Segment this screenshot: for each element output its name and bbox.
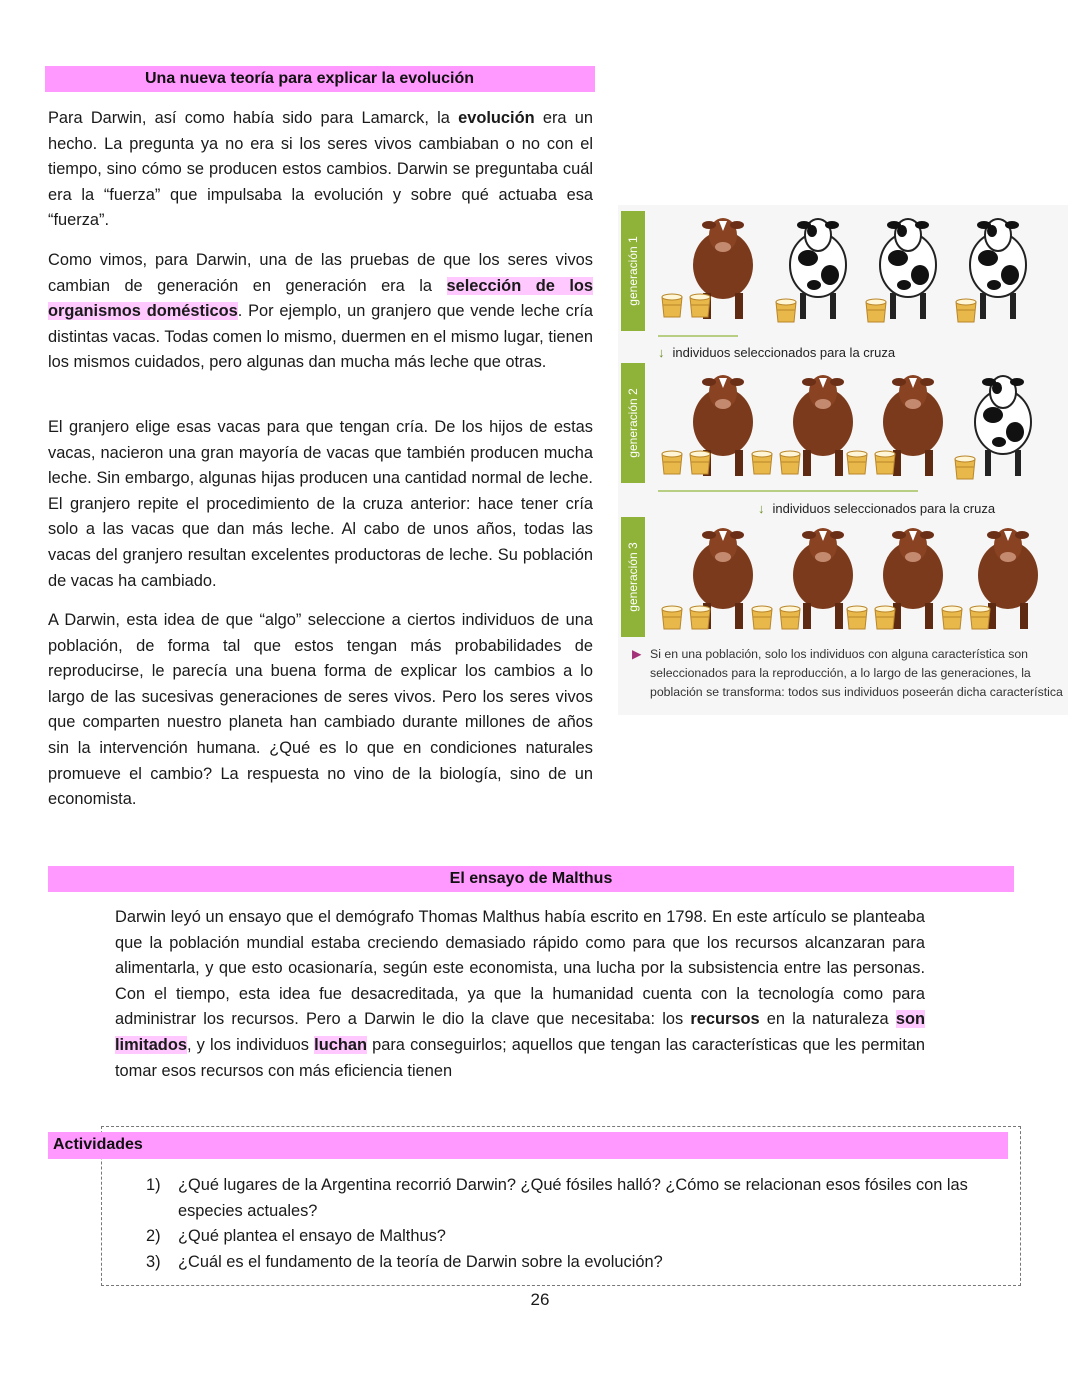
- generation-3-cows: [658, 523, 1068, 643]
- selection-label-1: [658, 345, 895, 360]
- text: en la naturaleza: [759, 1010, 896, 1029]
- generations-figure: [618, 205, 1068, 715]
- paragraph-malthus: [115, 905, 925, 1084]
- text: Para Darwin, así como había sido para Lamarck, la: [48, 109, 459, 127]
- selection-label-2: [758, 501, 995, 516]
- caption-marker-icon: ▶: [632, 647, 642, 661]
- section-title-band: [48, 866, 1014, 892]
- list-item: [146, 1173, 976, 1224]
- milk-bucket: [951, 298, 981, 326]
- section-title-band: [45, 66, 595, 92]
- item-number: 2): [146, 1227, 161, 1245]
- milk-bucket: [861, 298, 891, 326]
- section-title: Una nueva teoría para explicar la evolución: [145, 70, 475, 87]
- item-number: 1): [146, 1176, 161, 1194]
- text: . Por ejemplo, un granjero que vende leche cría distintas vacas. Todas comen lo mismo, duermen en el mismo lugar, tienen los mismos cuidados, pero algunas dan mucha más leche que otras.: [48, 302, 593, 372]
- bold-term: recursos: [690, 1010, 760, 1029]
- section-title: El ensayo de Malthus: [449, 870, 613, 887]
- item-text: ¿Qué plantea el ensayo de Malthus?: [178, 1227, 446, 1245]
- milk-buckets: [843, 450, 903, 480]
- text: Darwin leyó un ensayo que el demógrafo Thomas Malthus había escrito en 1798. En este artículo se planteaba que la población mundial estaba creciendo demasiado rápido como para que los recursos alcanzaran para alimentarla, y que esto ocasionaría, según este economista, una lucha por la subsistencia entre las personas. Con el tiempo, esta idea fue desacreditada, ya que la humanidad cuenta con la tecnología como para administrar los recursos. Pero a Darwin le dio la clave que necesitaba: los: [115, 908, 925, 1029]
- item-text: ¿Cuál es el fundamento de la teoría de Darwin sobre la evolución?: [178, 1252, 663, 1271]
- paragraph-evolution: [48, 106, 593, 234]
- activities-title-band: [48, 1132, 1008, 1159]
- selection-text: individuos seleccionados para la cruza: [772, 501, 996, 516]
- text: era un hecho. La pregunta ya no era si los seres vivos cambiaban o no con el tiempo, sino cómo se producen estos cambios. Darwin se preguntaba cuál era la “fuerza” que impulsaba la evolución y sobre qué actuaba esa “fuerza”.: [48, 109, 593, 230]
- activities-list: [146, 1173, 976, 1275]
- paragraph-farmer: El granjero elige esas vacas para que tengan cría. De los hijos de estas vacas, nacieron una gran mayoría de vacas que también producen mucha leche. Sin embargo, algunas hijas producen una cantidad normal de leche. El granjero repite el procedimiento de la cruza anterior: hace tener cría solo a las vacas que dan más leche. Al cabo de unos años, todas las vacas del granjero resultan excelentes productoras de leche. Su población de vacas ha cambiado.: [48, 418, 593, 590]
- milk-buckets: [748, 450, 808, 480]
- item-text: ¿Qué lugares de la Argentina recorrió Darwin? ¿Qué fósiles halló? ¿Cómo se relacionan esos fósiles con las especies actuales?: [178, 1176, 968, 1220]
- list-item: [146, 1250, 976, 1276]
- paragraph-domestic-selection: [48, 248, 593, 376]
- generation-3-label: generación 3: [626, 542, 640, 612]
- milk-buckets: [843, 605, 903, 635]
- caption-text: Si en una población, solo los individuos con alguna característica son seleccionados para la reproducción, a lo largo de las generaciones, la población se transforma: todos sus individuos poseerán dicha característica: [650, 647, 1063, 699]
- milk-buckets: [938, 605, 998, 635]
- divider: [658, 335, 738, 337]
- text: Como vimos, para Darwin, una de las pruebas de que los seres vivos cambian de generación en generación era la: [48, 251, 593, 295]
- generation-2-label: generación 2: [626, 388, 640, 458]
- generation-3-bar: [621, 517, 645, 637]
- bold-term: evolución: [458, 109, 535, 127]
- milk-buckets: [658, 450, 718, 480]
- down-arrow-icon: ↓: [758, 501, 765, 516]
- generation-1-cows: [658, 213, 1068, 333]
- highlighted-term: luchan: [314, 1035, 367, 1054]
- milk-buckets: [658, 293, 718, 323]
- list-item: [146, 1224, 976, 1250]
- text: , y los individuos: [186, 1035, 315, 1054]
- page-number: 26: [530, 1290, 550, 1309]
- selection-text: individuos seleccionados para la cruza: [672, 345, 896, 360]
- highlighted-term: son limitados: [115, 1010, 925, 1054]
- generation-2-bar: [621, 363, 645, 483]
- item-number: 3): [146, 1252, 161, 1271]
- divider: [658, 490, 918, 492]
- milk-buckets: [658, 605, 718, 635]
- paragraph-darwin-idea: A Darwin, esta idea de que “algo” seleccione a ciertos individuos de una población, de forma tal que estos tengan más probabilidades de reproducirse, le parecía una buena forma de explicar los cambios a lo largo de las sucesivas generaciones de seres vivos. Pero los seres vivos que comparten nuestro planeta han cambiado durante millones de años sin la intervención humana. ¿Qué es lo que en condiciones naturales promueve el cambio? La respuesta no vino de la biología, sino de un economista.: [48, 611, 593, 809]
- generation-1-bar: [621, 211, 645, 331]
- text: para conseguirlos; aquellos que tengan las características que les permitan tomar esos recursos con más eficiencia tienen: [115, 1035, 925, 1080]
- milk-buckets: [748, 605, 808, 635]
- activities-title: Actividades: [53, 1136, 143, 1153]
- figure-caption: [632, 645, 1066, 702]
- highlighted-term: selección de los organismos domésticos: [48, 276, 593, 321]
- milk-bucket: [771, 298, 801, 326]
- generation-2-cows: [658, 370, 1068, 490]
- down-arrow-icon: ↓: [658, 345, 665, 360]
- generation-1-label: generación 1: [626, 236, 640, 306]
- milk-bucket: [950, 455, 980, 483]
- malthus-clip: [115, 905, 925, 1088]
